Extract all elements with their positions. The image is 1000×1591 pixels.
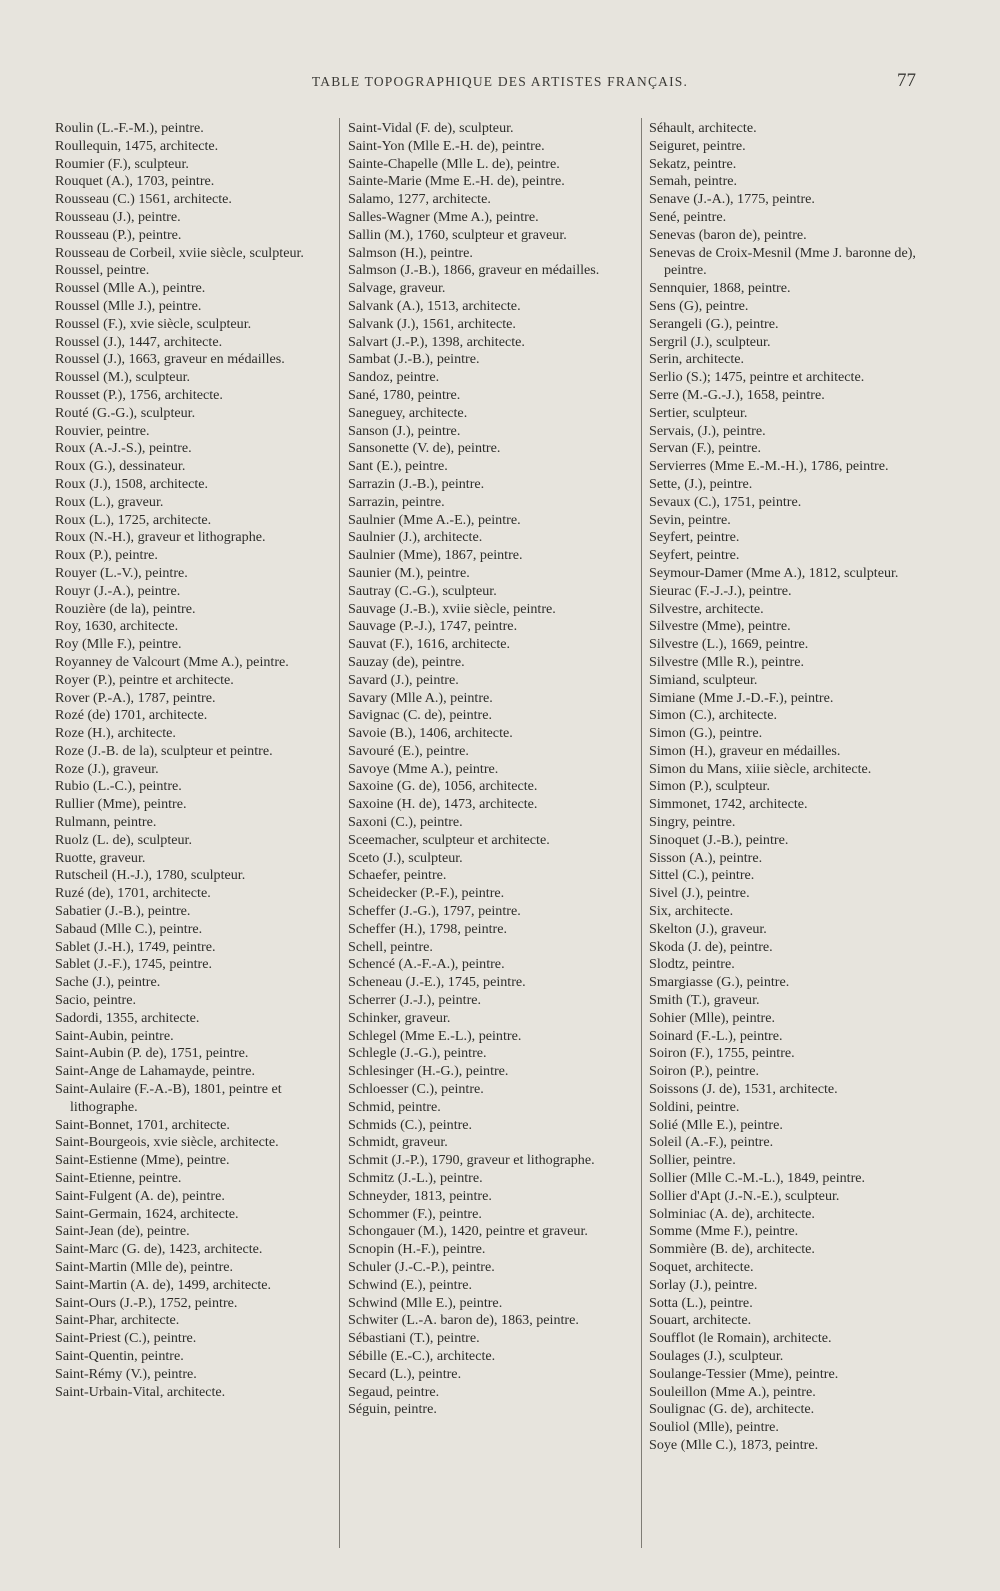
- index-entry: Roussel (J.), 1447, architecte.: [55, 333, 223, 350]
- index-entry: Scnopin (H.-F.), peintre.: [348, 1241, 486, 1258]
- index-entry: Scheidecker (P.-F.), peintre.: [348, 885, 505, 902]
- column-divider: [641, 118, 642, 1548]
- index-entry: Sabaud (Mlle C.), peintre.: [55, 920, 203, 937]
- index-entry: Salvank (J.), 1561, architecte.: [348, 315, 516, 332]
- index-entry: Saxoine (G. de), 1056, architecte.: [348, 778, 538, 795]
- index-entry: Silvestre, architecte.: [649, 600, 764, 617]
- index-entry: Saint-Ange de Lahamayde, peintre.: [55, 1063, 255, 1080]
- index-entry: Sacio, peintre.: [55, 992, 137, 1009]
- index-entry: Sergril (J.), sculpteur.: [649, 333, 771, 350]
- index-entry: Salvank (A.), 1513, architecte.: [348, 297, 521, 314]
- index-entry: Schell, peintre.: [348, 938, 433, 955]
- index-entry: Serlio (S.); 1475, peintre et architecte.: [649, 369, 865, 386]
- index-entry: Schencé (A.-F.-A.), peintre.: [348, 956, 505, 973]
- index-entry: Roussel (F.), xvie siècle, sculpteur.: [55, 315, 252, 332]
- index-entry: Schuler (J.-C.-P.), peintre.: [348, 1259, 495, 1275]
- index-entry: Scheffer (J.-G.), 1797, peintre.: [348, 903, 521, 920]
- index-entry: Seyfert, peintre.: [649, 547, 740, 564]
- index-entry: Routé (G.-G.), sculpteur.: [55, 404, 196, 421]
- index-entry: Saulnier (Mme A.-E.), peintre.: [348, 511, 521, 528]
- index-entry: Sauvage (P.-J.), 1747, peintre.: [348, 618, 518, 635]
- index-entry: Rullier (Mme), peintre.: [55, 796, 187, 813]
- index-entry: Rozé (de) 1701, architecte.: [55, 707, 208, 724]
- index-entry: Rousset (P.), 1756, architecte.: [55, 386, 223, 403]
- index-entry: Saint-Fulgent (A. de), peintre.: [55, 1187, 225, 1204]
- index-entry: Saint-Ours (J.-P.), 1752, peintre.: [55, 1294, 238, 1311]
- index-entry: Sceemacher, sculpteur et architecte.: [348, 831, 550, 848]
- index-entry: Schommer (F.), peintre.: [348, 1205, 482, 1222]
- index-entry: Séhault, architecte.: [649, 120, 757, 136]
- index-entry: Simon (C.), architecte.: [649, 707, 777, 724]
- index-entry: Salmson (H.), peintre.: [348, 244, 473, 261]
- index-entry: Schmidt, graveur.: [348, 1134, 448, 1151]
- index-entry: Smith (T.), graveur.: [649, 992, 760, 1009]
- index-entry: Sisson (A.), peintre.: [649, 849, 763, 866]
- index-entry: Ruotte, graveur.: [55, 849, 146, 866]
- index-entry: Schmit (J.-P.), 1790, graveur et lithographe.: [348, 1152, 595, 1169]
- index-entry: Saneguey, architecte.: [348, 404, 468, 421]
- index-entry: Schwind (Mlle E.), peintre.: [348, 1294, 503, 1311]
- index-entry: Rubio (L.-C.), peintre.: [55, 778, 182, 795]
- index-entry: Rouvier, peintre.: [55, 422, 150, 439]
- index-entry: Silvestre (Mlle R.), peintre.: [649, 653, 804, 670]
- index-entry: Saint-Quentin, peintre.: [55, 1347, 184, 1364]
- index-entry: Roze (J.-B. de la), sculpteur et peintre.: [55, 742, 273, 759]
- index-entry: Roullequin, 1475, architecte.: [55, 137, 219, 154]
- index-entry: Sollier (Mlle C.-M.-L.), 1849, peintre.: [649, 1170, 866, 1187]
- index-entry: Soiron (P.), peintre.: [649, 1063, 759, 1080]
- index-entry: Sambat (J.-B.), peintre.: [348, 351, 480, 368]
- index-entry: Silvestre (L.), 1669, peintre.: [649, 636, 809, 653]
- index-entry: Sainte-Chapelle (Mlle L. de), peintre.: [348, 155, 560, 172]
- index-entry: Smargiasse (G.), peintre.: [649, 974, 790, 991]
- index-entry: Saint-Bonnet, 1701, architecte.: [55, 1116, 230, 1133]
- index-entry: Schlegle (J.-G.), peintre.: [348, 1045, 487, 1062]
- index-entry: Saulnier (J.), architecte.: [348, 529, 483, 546]
- index-entry: Roux (J.), 1508, architecte.: [55, 475, 209, 492]
- index-entry: Sevaux (C.), 1751, peintre.: [649, 493, 802, 510]
- index-entry: Sollier, peintre.: [649, 1152, 736, 1169]
- index-entry: Saint-Rémy (V.), peintre.: [55, 1365, 197, 1382]
- index-entry: Sené, peintre.: [649, 208, 727, 225]
- index-entry: Souleillon (Mme A.), peintre.: [649, 1383, 816, 1400]
- index-entry: Sauvat (F.), 1616, architecte.: [348, 636, 511, 653]
- index-entry: Saint-Germain, 1624, architecte.: [55, 1205, 239, 1222]
- index-entry: Senave (J.-A.), 1775, peintre.: [649, 191, 815, 208]
- index-entry: Rouyr (J.-A.), peintre.: [55, 582, 181, 599]
- index-entry: Roux (A.-J.-S.), peintre.: [55, 440, 192, 457]
- index-entry: Sens (G), peintre.: [649, 297, 749, 314]
- index-entry: Seymour-Damer (Mme A.), 1812, sculpteur.: [649, 564, 899, 581]
- index-entry: Roulin (L.-F.-M.), peintre.: [55, 120, 204, 136]
- index-entry: Simmonet, 1742, architecte.: [649, 796, 808, 813]
- index-entry: Servan (F.), peintre.: [649, 440, 761, 457]
- index-entry: Skelton (J.), graveur.: [649, 920, 767, 937]
- index-entry: Semah, peintre.: [649, 173, 738, 190]
- index-entry: Roze (J.), graveur.: [55, 760, 159, 777]
- index-entry: Rulmann, peintre.: [55, 814, 157, 831]
- index-entry: Souliol (Mlle), peintre.: [649, 1419, 779, 1436]
- index-entry: Sohier (Mlle), peintre.: [649, 1009, 776, 1026]
- index-entry: Ruolz (L. de), sculpteur.: [55, 831, 192, 848]
- index-entry: Rousseau (J.), peintre.: [55, 208, 181, 225]
- index-entry: Saint-Aubin (P. de), 1751, peintre.: [55, 1045, 249, 1062]
- index-entry: Saunier (M.), peintre.: [348, 564, 470, 581]
- index-entry: Savignac (C. de), peintre.: [348, 707, 493, 724]
- running-head: TABLE TOPOGRAPHIQUE DES ARTISTES FRANÇAIS.: [311, 74, 689, 89]
- index-entry: Soinard (F.-L.), peintre.: [649, 1027, 783, 1044]
- index-entry: Sallin (M.), 1760, sculpteur et graveur.: [348, 226, 567, 243]
- index-entry: Roussel (J.), 1663, graveur en médailles.: [55, 351, 285, 368]
- index-entry: Souart, architecte.: [649, 1312, 752, 1329]
- index-entry: Sansonette (V. de), peintre.: [348, 440, 501, 457]
- index-entry: Saint-Bourgeois, xvie siècle, architecte.: [55, 1134, 279, 1151]
- index-entry: Sommière (B. de), architecte.: [649, 1241, 815, 1258]
- index-entry: Soleil (A.-F.), peintre.: [649, 1134, 774, 1151]
- index-entry: Roux (L.), 1725, architecte.: [55, 511, 212, 528]
- index-entry: Sittel (C.), peintre.: [649, 867, 755, 884]
- index-entry: Savouré (E.), peintre.: [348, 742, 469, 759]
- index-entry: Soye (Mlle C.), 1873, peintre.: [649, 1436, 819, 1453]
- index-entry: Salvart (J.-P.), 1398, architecte.: [348, 333, 525, 350]
- index-entry: Roussel (Mlle A.), peintre.: [55, 280, 206, 297]
- index-entry: Sollier d'Apt (J.-N.-E.), sculpteur.: [649, 1187, 840, 1204]
- index-entry: Sant (E.), peintre.: [348, 458, 448, 475]
- index-entry: Sandoz, peintre.: [348, 369, 440, 386]
- index-entry: Simon (P.), sculpteur.: [649, 778, 770, 795]
- index-entry: Seyfert, peintre.: [649, 529, 740, 546]
- index-entry: Sennquier, 1868, peintre.: [649, 280, 791, 297]
- index-entry: Rouzière (de la), peintre.: [55, 600, 196, 617]
- index-entry: Saint-Urbain-Vital, architecte.: [55, 1383, 226, 1400]
- index-entry: Sautray (C.-G.), sculpteur.: [348, 582, 497, 599]
- index-entry: Saint-Yon (Mlle E.-H. de), peintre.: [348, 137, 545, 154]
- index-entry: Schmid, peintre.: [348, 1098, 441, 1115]
- index-entry: Rousseau (P.), peintre.: [55, 226, 182, 243]
- index-entry: Schmitz (J.-L.), peintre.: [348, 1170, 483, 1187]
- index-entry: Sabatier (J.-B.), peintre.: [55, 903, 191, 920]
- index-entry: Saulnier (Mme), 1867, peintre.: [348, 547, 523, 564]
- index-entry: Sinoquet (J.-B.), peintre.: [649, 831, 789, 848]
- page-number: 77: [897, 70, 916, 91]
- index-entry: Scheneau (J.-E.), 1745, peintre.: [348, 974, 526, 991]
- index-entry: Salvage, graveur.: [348, 280, 446, 297]
- index-entry: Sceto (J.), sculpteur.: [348, 849, 463, 866]
- index-entry: Servierres (Mme E.-M.-H.), 1786, peintre.: [649, 458, 889, 475]
- index-entry: Sotta (L.), peintre.: [649, 1294, 753, 1311]
- index-entry: Roy, 1630, architecte.: [55, 618, 179, 635]
- index-entry: Rouyer (L.-V.), peintre.: [55, 564, 188, 581]
- index-entry: Sadordi, 1355, architecte.: [55, 1009, 200, 1026]
- index-entry: Sorlay (J.), peintre.: [649, 1276, 758, 1293]
- index-entry: Sébille (E.-C.), architecte.: [348, 1347, 496, 1364]
- index-entry: Soulange-Tessier (Mme), peintre.: [649, 1365, 839, 1382]
- index-entry: Soquet, architecte.: [649, 1259, 754, 1275]
- index-entry: Roussel, peintre.: [55, 262, 150, 279]
- index-entry: Singry, peintre.: [649, 814, 736, 831]
- index-entry: Solminiac (A. de), architecte.: [649, 1205, 815, 1222]
- index-entry: Soiron (F.), 1755, peintre.: [649, 1045, 795, 1062]
- index-entry: Rouquet (A.), 1703, peintre.: [55, 173, 215, 190]
- index-entry: Savary (Mlle A.), peintre.: [348, 689, 493, 706]
- index-entry: Serangeli (G.), peintre.: [649, 315, 779, 332]
- index-entry: Simiand, sculpteur.: [649, 671, 758, 688]
- index-entry: Sanson (J.), peintre.: [348, 422, 461, 439]
- index-entry: Silvestre (Mme), peintre.: [649, 618, 791, 635]
- index-entry: Soufflot (le Romain), architecte.: [649, 1330, 832, 1347]
- index-entry: Ruzé (de), 1701, architecte.: [55, 885, 211, 902]
- index-entry: Serin, architecte.: [649, 351, 745, 368]
- index-entry: Schinker, graveur.: [348, 1009, 451, 1026]
- index-entry: Sieurac (F.-J.-J.), peintre.: [649, 582, 792, 599]
- index-entry: Simiane (Mme J.-D.-F.), peintre.: [649, 689, 834, 706]
- index-entry: Savoye (Mme A.), peintre.: [348, 760, 499, 777]
- index-entry: Segaud, peintre.: [348, 1383, 440, 1400]
- index-entry: Sébastiani (T.), peintre.: [348, 1330, 480, 1347]
- index-entry: Secard (L.), peintre.: [348, 1365, 462, 1382]
- index-entry: Scherrer (J.-J.), peintre.: [348, 992, 482, 1009]
- index-entry: Sevin, peintre.: [649, 511, 731, 528]
- index-entry: Roussel (Mlle J.), peintre.: [55, 297, 202, 314]
- index-entry: Roux (L.), graveur.: [55, 493, 164, 510]
- index-entry: Roux (G.), dessinateur.: [55, 458, 186, 475]
- index-entry: Sache (J.), peintre.: [55, 974, 161, 991]
- index-entry: Simon (H.), graveur en médailles.: [649, 742, 841, 759]
- index-column-3: [649, 120, 932, 1455]
- index-entry: Roumier (F.), sculpteur.: [55, 155, 189, 172]
- index-entry: Soulages (J.), sculpteur.: [649, 1347, 784, 1364]
- index-entry: Schongauer (M.), 1420, peintre et graveur.: [348, 1223, 588, 1240]
- index-entry: Simon (G.), peintre.: [649, 725, 763, 742]
- index-entry: Soldini, peintre.: [649, 1098, 740, 1115]
- index-entry: Sablet (J.-F.), 1745, peintre.: [55, 956, 213, 973]
- index-entry: Seiguret, peintre.: [649, 137, 746, 154]
- index-entry: Schloesser (C.), peintre.: [348, 1081, 484, 1098]
- index-entry: Rousseau de Corbeil, xviie siècle, sculpteur.: [55, 244, 304, 261]
- index-entry: Soissons (J. de), 1531, architecte.: [649, 1081, 838, 1098]
- index-entry: Saint-Martin (Mlle de), peintre.: [55, 1259, 234, 1275]
- index-entry: Rutscheil (H.-J.), 1780, sculpteur.: [55, 867, 246, 884]
- index-entry: Salmson (J.-B.), 1866, graveur en médailles.: [348, 262, 600, 279]
- index-entry: Sablet (J.-H.), 1749, peintre.: [55, 938, 216, 955]
- index-entry: Salles-Wagner (Mme A.), peintre.: [348, 208, 539, 225]
- index-entry: Séguin, peintre.: [348, 1401, 437, 1418]
- index-entry: Saint-Etienne, peintre.: [55, 1170, 182, 1187]
- index-entry: Schwiter (L.-A. baron de), 1863, peintre.: [348, 1312, 579, 1329]
- index-entry: Sette, (J.), peintre.: [649, 475, 753, 492]
- index-entry: Salamo, 1277, architecte.: [348, 191, 491, 208]
- index-entry: Schwind (E.), peintre.: [348, 1276, 473, 1293]
- index-entry: Saxoine (H. de), 1473, architecte.: [348, 796, 538, 813]
- index-entry: Savard (J.), peintre.: [348, 671, 459, 688]
- index-entry: Schneyder, 1813, peintre.: [348, 1187, 492, 1204]
- index-entry: Slodtz, peintre.: [649, 956, 735, 973]
- index-entry: Sertier, sculpteur.: [649, 404, 748, 421]
- index-entry: Saint-Priest (C.), peintre.: [55, 1330, 197, 1347]
- index-entry: Somme (Mme F.), peintre.: [649, 1223, 799, 1240]
- index-entry: Senevas de Croix-Mesnil (Mme J. baronne de), peintre.: [649, 244, 916, 279]
- index-entry: Saint-Martin (A. de), 1499, architecte.: [55, 1276, 272, 1293]
- index-entry: Sarrazin, peintre.: [348, 493, 445, 510]
- index-entry: Serre (M.-G.-J.), 1658, peintre.: [649, 386, 825, 403]
- index-entry: Saint-Vidal (F. de), sculpteur.: [348, 120, 514, 136]
- index-entry: Roussel (M.), sculpteur.: [55, 369, 191, 386]
- index-entry: Royer (P.), peintre et architecte.: [55, 671, 234, 688]
- index-entry: Soulignac (G. de), architecte.: [649, 1401, 815, 1418]
- index-entry: Saint-Estienne (Mme), peintre.: [55, 1152, 230, 1169]
- index-entry: Sauvage (J.-B.), xviie siècle, peintre.: [348, 600, 556, 617]
- index-entry: Schlesinger (H.-G.), peintre.: [348, 1063, 509, 1080]
- index-entry: Saint-Phar, architecte.: [55, 1312, 180, 1329]
- index-entry: Six, architecte.: [649, 903, 734, 920]
- index-entry: Sauzay (de), peintre.: [348, 653, 465, 670]
- index-entry: Simon du Mans, xiiie siècle, architecte.: [649, 760, 872, 777]
- index-column-2: [348, 120, 635, 1419]
- index-entry: Roze (H.), architecte.: [55, 725, 176, 742]
- index-entry: Schaefer, peintre.: [348, 867, 447, 884]
- index-entry: Sivel (J.), peintre.: [649, 885, 750, 902]
- index-entry: Roux (N.-H.), graveur et lithographe.: [55, 529, 266, 546]
- index-entry: Schlegel (Mme E.-L.), peintre.: [348, 1027, 522, 1044]
- index-entry: Savoie (B.), 1406, architecte.: [348, 725, 513, 742]
- index-entry: Servais, (J.), peintre.: [649, 422, 766, 439]
- index-entry: Royanney de Valcourt (Mme A.), peintre.: [55, 653, 289, 670]
- index-entry: Sainte-Marie (Mme E.-H. de), peintre.: [348, 173, 565, 190]
- index-entry: Solié (Mlle E.), peintre.: [649, 1116, 783, 1133]
- index-entry: Saxoni (C.), peintre.: [348, 814, 463, 831]
- index-entry: Skoda (J. de), peintre.: [649, 938, 773, 955]
- index-entry: Schmids (C.), peintre.: [348, 1116, 473, 1133]
- index-entry: Saint-Marc (G. de), 1423, architecte.: [55, 1241, 263, 1258]
- index-entry: Rousseau (C.) 1561, architecte.: [55, 191, 232, 208]
- index-entry: Saint-Aulaire (F.-A.-B), 1801, peintre et lithographe.: [55, 1081, 282, 1115]
- index-entry: Saint-Jean (de), peintre.: [55, 1223, 190, 1240]
- index-entry: Sarrazin (J.-B.), peintre.: [348, 475, 485, 492]
- index-entry: Sekatz, peintre.: [649, 155, 737, 172]
- index-column-1: [55, 120, 323, 1401]
- index-entry: Senevas (baron de), peintre.: [649, 226, 807, 243]
- index-entry: Roy (Mlle F.), peintre.: [55, 636, 182, 653]
- index-entry: Roux (P.), peintre.: [55, 547, 158, 564]
- column-divider: [339, 118, 340, 1548]
- index-entry: Sané, 1780, peintre.: [348, 386, 461, 403]
- index-entry: Rover (P.-A.), 1787, peintre.: [55, 689, 216, 706]
- index-entry: Scheffer (H.), 1798, peintre.: [348, 920, 508, 937]
- index-entry: Saint-Aubin, peintre.: [55, 1027, 174, 1044]
